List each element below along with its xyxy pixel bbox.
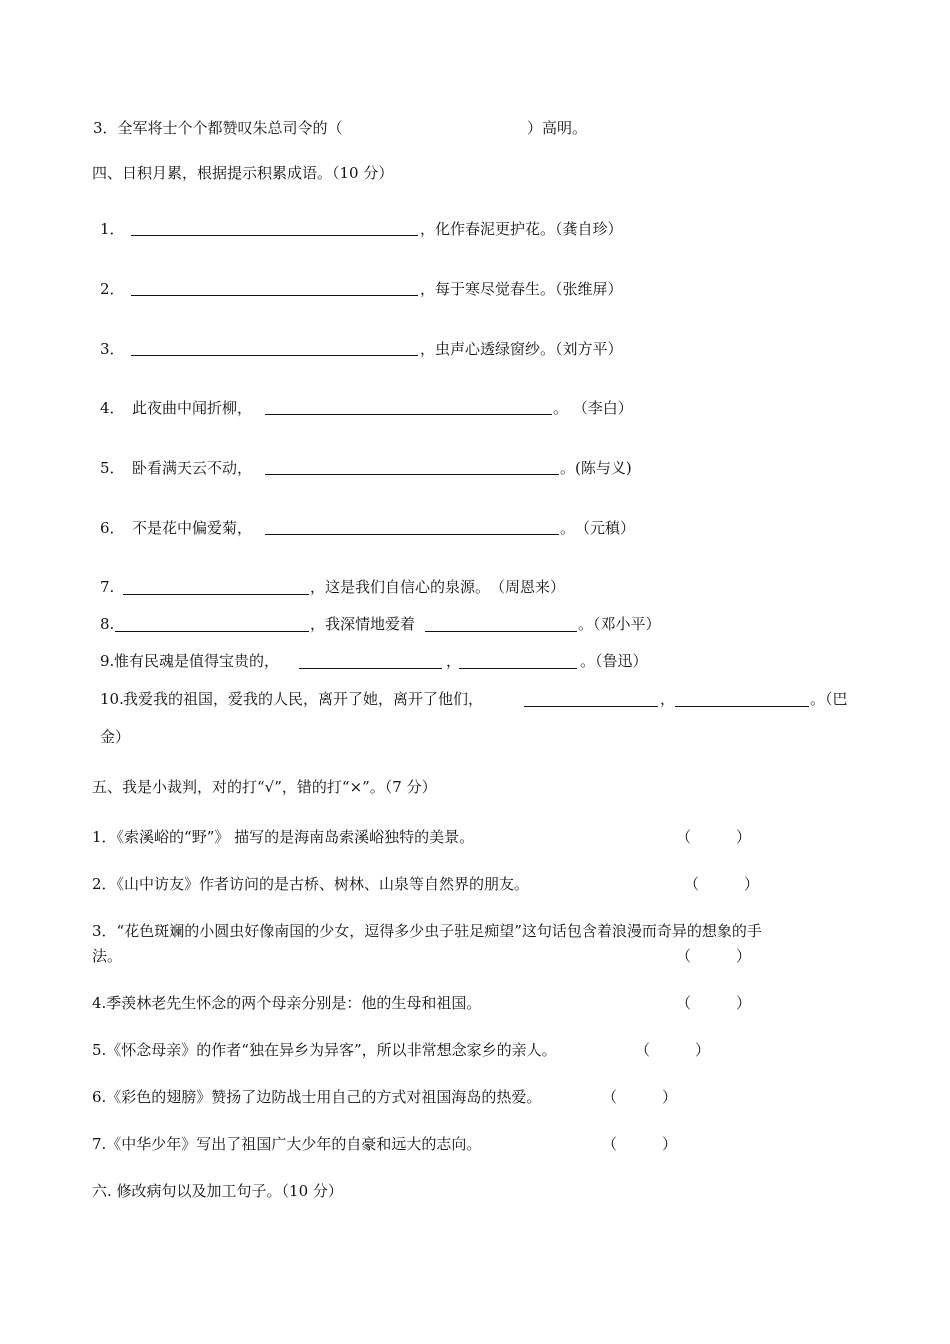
idiom-3-after: ，虫声心透绿窗纱。（刘方平） xyxy=(420,340,623,358)
judgement-1-answer[interactable]: （ ） xyxy=(676,828,752,846)
judgement-7-text: 7.《中华少年》写出了祖国广大少年的自豪和远大的志向。 xyxy=(92,1135,482,1153)
idiom-9-after: 。（鲁迅） xyxy=(580,652,648,670)
judgement-1-text: 1．《索溪峪的“野”》 描写的是海南岛索溪峪独特的美景。 xyxy=(92,828,475,846)
judgement-2-answer[interactable]: （ ） xyxy=(684,875,760,893)
judgement-7-answer[interactable]: （ ） xyxy=(602,1135,678,1153)
idiom-2-num: 2． xyxy=(100,280,125,298)
idiom-8-after: 。（邓小平） xyxy=(578,615,661,633)
idiom-5-num: 5． xyxy=(100,459,125,477)
idiom-7-after: ，这是我们自信心的泉源。 （周恩来） xyxy=(310,578,566,596)
idiom-10-blank-b[interactable] xyxy=(675,706,809,707)
idiom-10-wrap: 金） xyxy=(100,728,131,746)
q3-line xyxy=(93,118,343,138)
idiom-8-blank-b[interactable] xyxy=(425,631,577,632)
judgement-2-text: 2．《山中访友》作者访问的是古桥、树林、山泉等自然界的朋友。 xyxy=(92,875,530,893)
idiom-10-blank-a[interactable] xyxy=(524,706,658,707)
section-5-title: 五、我是小裁判，对的打“√”，错的打“×”。（7 分） xyxy=(92,778,437,796)
idiom-5-before: 卧看满天云不动， xyxy=(132,459,253,477)
judgement-4-text: 4.季羡林老先生怀念的两个母亲分别是：他的生母和祖国。 xyxy=(92,994,482,1012)
judgement-3-answer[interactable]: （ ） xyxy=(676,947,752,965)
idiom-6-num: 6． xyxy=(100,519,125,537)
judgement-6-text: 6.《彩色的翅膀》赞扬了边防战士用自己的方式对祖国海岛的热爱。 xyxy=(92,1088,542,1106)
judgement-3-wrap: 法。 xyxy=(92,947,123,965)
idiom-6-after: 。 （元稹） xyxy=(560,519,636,537)
idiom-9-blank-a[interactable] xyxy=(299,668,442,669)
idiom-2-blank[interactable] xyxy=(131,295,418,296)
idiom-6-blank[interactable] xyxy=(265,534,559,535)
idiom-10-mid: ， xyxy=(660,690,676,708)
idiom-8-num: 8. xyxy=(100,615,115,633)
idiom-1-after: ，化作春泥更护花。（龚自珍） xyxy=(420,220,623,238)
idiom-3-blank[interactable] xyxy=(131,355,418,356)
section-4-title: 四、日积月累，根据提示积累成语。（10 分） xyxy=(92,164,394,182)
idiom-9-num: 9. xyxy=(100,652,115,670)
idiom-8-blank-a[interactable] xyxy=(115,631,309,632)
idiom-6-before: 不是花中偏爱菊， xyxy=(132,519,253,537)
judgement-6-answer[interactable]: （ ） xyxy=(602,1088,678,1106)
idiom-4-blank[interactable] xyxy=(265,414,552,415)
idiom-5-after: 。(陈与义) xyxy=(560,459,632,477)
idiom-9-before: 惟有民魂是值得宝贵的， xyxy=(114,652,280,670)
section-6-title: 六. 修改病句以及加工句子。（10 分） xyxy=(92,1182,343,1200)
judgement-4-answer[interactable]: （ ） xyxy=(676,994,752,1012)
idiom-4-after: 。 （李白） xyxy=(553,399,633,417)
idiom-9-blank-b[interactable] xyxy=(459,668,577,669)
idiom-4-num: 4． xyxy=(100,399,125,417)
idiom-1-blank[interactable] xyxy=(131,235,418,236)
idiom-7-blank[interactable] xyxy=(123,594,309,595)
idiom-10-num: 10. xyxy=(100,690,124,708)
q3-post: ）高明。 xyxy=(527,119,588,137)
judgement-3-text: 3．“花色斑斓的小圆虫好像南国的少女，逗得多少虫子驻足痴望”这句话包含着浪漫而奇异的想象的手 xyxy=(92,922,762,940)
idiom-4-before: 此夜曲中闻折柳， xyxy=(132,399,253,417)
idiom-1-num: 1． xyxy=(100,220,125,238)
idiom-10-before: 我爱我的祖国，爱我的人民，离开了她，离开了他们， xyxy=(123,690,484,708)
idiom-3-num: 3． xyxy=(100,340,125,358)
q3-pre: 3．全军将士个个都赞叹朱总司令的（ xyxy=(93,119,343,137)
idiom-8-mid: ，我深情地爱着 xyxy=(310,615,416,633)
idiom-10-after: 。（巴 xyxy=(810,690,848,708)
idiom-7-num: 7. xyxy=(100,578,115,596)
idiom-9-mid: ， xyxy=(446,652,462,670)
judgement-5-text: 5.《怀念母亲》的作者“独在异乡为异客”，所以非常想念家乡的亲人。 xyxy=(92,1041,557,1059)
idiom-2-after: ，每于寒尽觉春生。（张维屏） xyxy=(420,280,623,298)
judgement-5-answer[interactable]: （ ） xyxy=(635,1041,711,1059)
idiom-5-blank[interactable] xyxy=(265,474,559,475)
